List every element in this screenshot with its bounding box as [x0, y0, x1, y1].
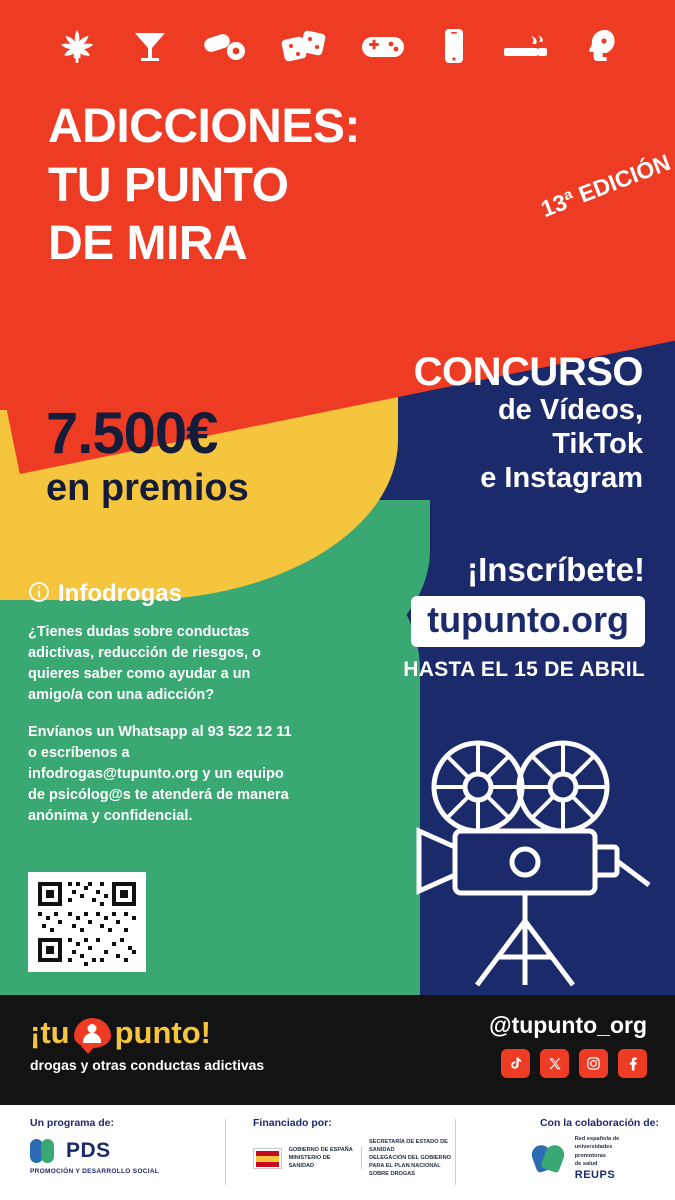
- sponsor-column-collaboration: [455, 1105, 675, 1200]
- ministry-line-2: MINISTERIO DE SANIDAD: [288, 1155, 331, 1170]
- footer-divider-3: [361, 1147, 362, 1169]
- brand-lockup: [30, 1015, 264, 1073]
- signup-call: ¡Inscríbete!: [467, 551, 645, 588]
- poster-headline: [48, 98, 360, 274]
- infodrogas-paragraph-2: Envíanos un Whatsapp al 93 522 12 11 o escríbenos a infodrogas@tupunto.org y un equipo de psicólog@s te atenderá de manera anónima y confidencial.: [28, 724, 292, 825]
- sponsor-label-funding: Financiado por:: [253, 1117, 332, 1129]
- sponsor-label-collaboration: Con la colaboración de:: [539, 1117, 659, 1129]
- tiktok-icon[interactable]: [501, 1049, 530, 1078]
- ministry-line-1: GOBIERNO DE ESPAÑA: [288, 1147, 353, 1154]
- brand-text-left: ¡tu: [30, 1015, 70, 1050]
- contest-line-3: e Instagram: [480, 462, 643, 495]
- sponsor-label-program: Un programa de:: [30, 1117, 115, 1129]
- ministry-line-3: SECRETARÍA DE ESTADO DE SANIDAD: [369, 1139, 448, 1154]
- facebook-icon[interactable]: [618, 1049, 647, 1078]
- signup-deadline: HASTA EL 15 DE ABRIL: [403, 658, 645, 682]
- sponsor-column-funding: [225, 1105, 455, 1200]
- brand-text-right: punto!: [114, 1015, 211, 1050]
- social-block: [489, 1012, 647, 1078]
- gamepad-icon: [360, 26, 406, 71]
- social-handle: @tupunto_org: [489, 1012, 647, 1038]
- brand-tagline: drogas y otras conductas adictivas: [30, 1057, 265, 1073]
- speech-bubble-icon: [74, 1018, 111, 1048]
- infodrogas-block: [28, 580, 303, 827]
- pills-icon: [203, 26, 247, 71]
- addiction-icon-row: [0, 26, 675, 71]
- signup-block: [403, 552, 645, 682]
- infodrogas-heading: [28, 580, 303, 608]
- prize-amount: 7.500€: [46, 401, 218, 466]
- sponsor-column-program: [0, 1105, 225, 1200]
- signup-url[interactable]: tupunto.org: [411, 596, 645, 647]
- cigarette-icon: [502, 26, 550, 71]
- spain-coat-of-arms-icon: [253, 1148, 282, 1169]
- contest-line-1: de Vídeos,: [497, 393, 643, 426]
- ministry-line-4: DELEGACIÓN DEL GOBIERNO PARA EL PLAN NACIONAL SOBRE DROGAS: [369, 1155, 451, 1178]
- reups-line-2: universidades: [574, 1144, 613, 1151]
- prize-subtitle: en premios: [46, 467, 249, 509]
- prize-block: [46, 401, 249, 509]
- info-circle-icon: [28, 581, 50, 608]
- smartphone-icon: [440, 26, 468, 71]
- reups-line-4: de salud: [574, 1161, 598, 1168]
- qr-code[interactable]: [28, 872, 146, 972]
- headline-line-1: ADICCIONES:: [48, 100, 360, 153]
- contest-block: [414, 352, 643, 495]
- infodrogas-title: Infodrogas: [58, 580, 182, 607]
- contest-title: CONCURSO: [413, 350, 643, 394]
- instagram-icon[interactable]: [579, 1049, 608, 1078]
- cannabis-leaf-icon: [57, 26, 97, 71]
- head-profile-icon: [584, 26, 618, 71]
- movie-camera-illustration: [403, 735, 653, 995]
- infodrogas-paragraph-1: ¿Tienes dudas sobre conductas adictivas, reducción de riesgos, o quieres saber como ayudar a un amigo/a con una adicción?: [28, 624, 261, 704]
- reups-name: REUPS: [574, 1168, 616, 1181]
- pds-logo-icon: [30, 1137, 60, 1165]
- reups-line-3: promotoras: [574, 1152, 606, 1159]
- reups-heart-icon: [533, 1142, 567, 1174]
- headline-line-3: DE MIRA: [48, 217, 248, 271]
- pds-subtitle: PROMOCIÓN Y DESARROLLO SOCIAL: [30, 1168, 160, 1175]
- edition-badge: 13ª EDICIÓN: [536, 148, 674, 223]
- contest-line-2: TikTok: [552, 428, 643, 461]
- sponsors-footer: [0, 1105, 675, 1200]
- dice-icon: [281, 26, 327, 71]
- pds-name: PDS: [66, 1139, 111, 1162]
- cocktail-glass-icon: [131, 26, 169, 71]
- headline-line-2: TU PUNTO: [48, 158, 289, 212]
- reups-line-1: Red española de: [574, 1136, 620, 1142]
- x-twitter-icon[interactable]: [540, 1049, 569, 1078]
